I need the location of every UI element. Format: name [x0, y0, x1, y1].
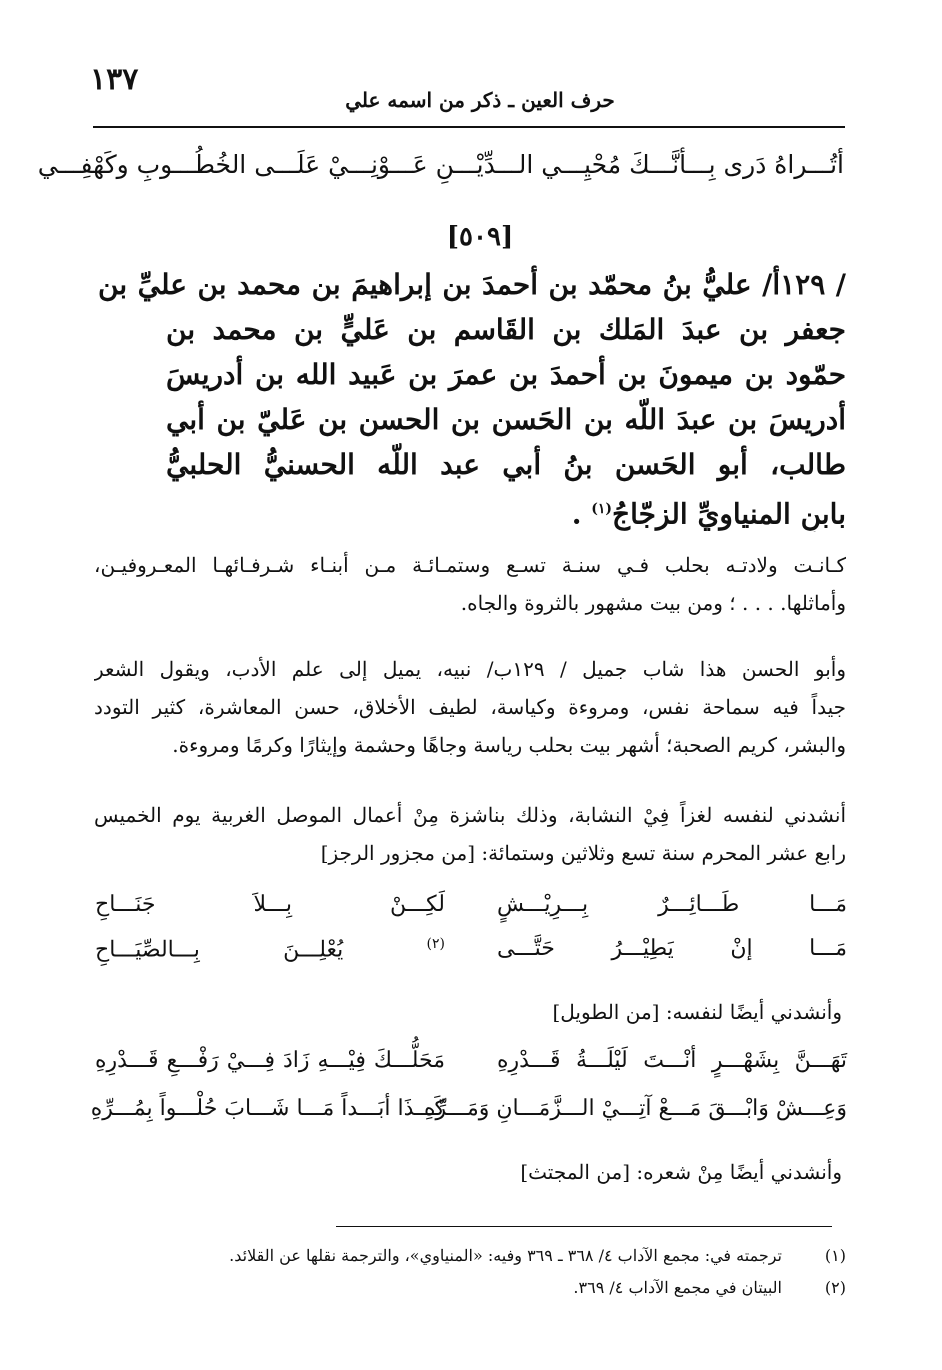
poem-verse — [95, 1048, 847, 1086]
biography-heading — [98, 262, 846, 532]
paragraph-line: والبشر، كريم الصحبة؛ أشهر بيت بحلب رياسة وجاهًا وحشمة وإيثارًا وكرمًا ومروءة. — [172, 733, 846, 757]
biography-line: جعفر بن عبدَ المَلك بن القَاسم بن عَليٍّ بن محمد بن — [166, 313, 846, 346]
biography-line: أدريسَ بن عبدَ اللّه بن الحَسن بن الحسن بن عَليّ بن أبي — [166, 403, 846, 436]
continued-verse: أتُـــراهُ دَرى بِـــأنَّـــكَ مُحْيِـــي الـــدِّيْـــنِ عَـــوْنِـــيْ عَلَـــى الخُطُـــوبِ وكَهْفِـــي — [37, 150, 844, 179]
biography-line-last — [166, 487, 846, 532]
verse-second-hemistich: مَحَلُّـــكَ فِيْـــهِ زَادَ فِـــيْ رَفْـــعِ قَـــدْرِهِ — [95, 1048, 445, 1073]
description-paragraph — [94, 650, 846, 764]
footnote-marker: (٢) — [426, 936, 446, 952]
verse-first-hemistich: مَـــا إنْ يَطِيْـــرُ حَتَّـــى — [497, 936, 847, 961]
footnote-number: (٢) — [824, 1278, 846, 1297]
verse-second-hemistich: لَكِـــنْ بِـــلاَ جَنَـــاحِ — [95, 892, 445, 917]
paragraph-line: كـانـت ولادتـه بحلب فـي سنـة تسـع وستمـائـة مـن أبنـاء شـرفـائهـا المعـروفيـن، — [94, 553, 846, 577]
biography-line: طالب، أبو الحَسن بنُ أبي عبد اللّه الحسنيُّ الحلبيُّ — [166, 448, 846, 481]
entry-number: [٥٠٩] — [446, 222, 514, 252]
biography-line: حمّود بن ميمونَ بن أحمدَ بن عمرَ بن عَبيد الله بن أدريسَ — [166, 358, 846, 391]
footnote-text: البيتان في مجمع الآداب ٤/ ٣٦٩. — [573, 1278, 782, 1297]
verse-first-hemistich: تَهَـــنَّ بِشَهْـــرٍ أنْـــتَ لَيْلَـــةُ قَـــدْرِهِ — [497, 1048, 847, 1073]
poem-verse — [95, 936, 847, 974]
poem-intro: وأنشدني أيضًا لنفسه: [من الطويل] — [552, 1000, 842, 1024]
biography-end: . — [571, 497, 592, 531]
biography-line: بابنِ المنياويِّ الزجّاجُ — [612, 497, 846, 531]
header-rule — [93, 126, 845, 128]
footnote — [86, 1278, 846, 1308]
footnote-rule — [336, 1226, 832, 1227]
page-number: ١٣٧ — [90, 62, 139, 97]
birth-paragraph — [94, 546, 846, 622]
footnote — [86, 1246, 846, 1276]
biography-line: / ١٢٩أ/ عليُّ بنُ محمّد بن أحمدَ بن إبراهيمَ بن محمد بن عليِّ بن — [98, 268, 846, 301]
verse-second-hemistich: كَـــذَا أبَـــداً مَـــا شَـــابَ حُلْـــواً بِمُـــرِّهِ — [90, 1096, 445, 1121]
verse-second-hemistich: يُعْلِـــنَ بِـــالصِّيَـــاحِ — [95, 937, 344, 963]
verse-second-hemistich-wrap — [95, 936, 445, 962]
poem-verse — [95, 892, 847, 930]
paragraph-line: أنشدني لنفسه لغزاً فِيْ النشابة، وذلك بناشزة مِنْ أعمال الموصل الغربية يوم الخميس — [94, 803, 846, 827]
poem-verse — [90, 1096, 847, 1134]
recitation-paragraph — [94, 796, 846, 872]
running-title: حرف العين ـ ذكر من اسمه علي — [345, 88, 615, 112]
poem-intro: وأنشدني أيضًا مِنْ شعره: [من المجتث] — [520, 1160, 842, 1184]
verse-first-hemistich: مَـــا طَـــائِـــرٌ بِـــرِيْـــشٍ — [497, 892, 847, 917]
footnote-number: (١) — [824, 1246, 846, 1265]
paragraph-line: جيداً فيه سماحة نفس، ومروءة وكياسة، لطيف الأخلاق، حسن المعاشرة، كثير التودد — [94, 695, 846, 719]
verse-first-hemistich: وَعِـــشْ وَابْـــقَ مَـــعْ آتِـــيْ الـــزَّمَـــانِ وَمَـــرِّهِ — [423, 1096, 847, 1121]
paragraph-line: وأماثلها. . . . ؛ ومن بيت مشهور بالثروة والجاه. — [460, 591, 846, 615]
paragraph-line: رابع عشر المحرم سنة تسع وثلاثين وستمائة: [من مجزور الرجز] — [320, 841, 846, 865]
footnote-text: ترجمته في: مجمع الآداب ٤/ ٣٦٨ ـ ٣٦٩ وفيه: «المنياوي»، والترجمة نقلها عن القلائد. — [229, 1246, 782, 1265]
paragraph-line: وأبو الحسن هذا شاب جميل / ١٢٩ب/ نبيه، يميل إلى علم الأدب، ويقول الشعر — [94, 657, 846, 681]
footnote-marker: (١) — [591, 501, 613, 517]
